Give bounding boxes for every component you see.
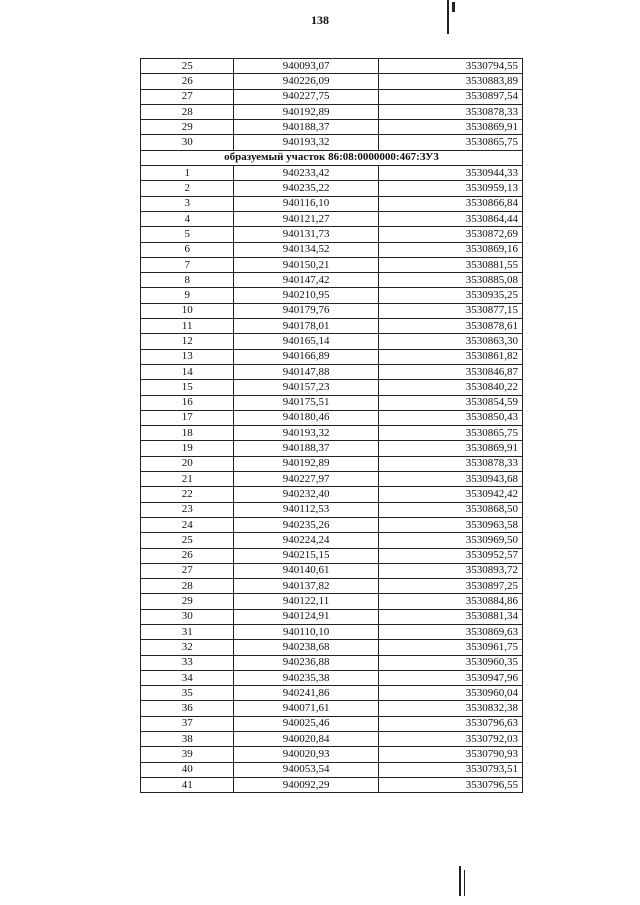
- coordinate-x: 940137,82: [234, 579, 378, 594]
- table-row: [141, 487, 523, 502]
- coordinate-x: 940241,86: [234, 686, 378, 701]
- coordinate-y: 3530884,86: [378, 594, 522, 609]
- coordinates-table-body-current: [141, 166, 523, 793]
- coordinate-x: 940180,46: [234, 410, 378, 425]
- coordinate-x: 940175,51: [234, 395, 378, 410]
- table-row: [141, 686, 523, 701]
- point-number: 1: [141, 166, 234, 181]
- coordinate-y: 3530861,82: [378, 349, 522, 364]
- point-number: 25: [141, 59, 234, 74]
- point-number: 24: [141, 517, 234, 532]
- point-number: 27: [141, 89, 234, 104]
- table-row: [141, 472, 523, 487]
- coordinate-y: 3530878,61: [378, 319, 522, 334]
- coordinate-x: 940235,22: [234, 181, 378, 196]
- point-number: 35: [141, 686, 234, 701]
- table-row: [141, 548, 523, 563]
- point-number: 23: [141, 502, 234, 517]
- table-row: [141, 349, 523, 364]
- coordinate-x: 940215,15: [234, 548, 378, 563]
- table-row: [141, 655, 523, 670]
- coordinate-y: 3530796,63: [378, 716, 522, 731]
- coordinate-x: 940188,37: [234, 120, 378, 135]
- coordinate-x: 940150,21: [234, 257, 378, 272]
- table-row: [141, 609, 523, 624]
- coordinate-x: 940140,61: [234, 563, 378, 578]
- table-row: [141, 533, 523, 548]
- point-number: 15: [141, 380, 234, 395]
- coordinate-x: 940122,11: [234, 594, 378, 609]
- point-number: 26: [141, 74, 234, 89]
- point-number: 40: [141, 762, 234, 777]
- coordinate-y: 3530865,75: [378, 426, 522, 441]
- table-row: [141, 747, 523, 762]
- section-title: образуемый участок 86:08:0000000:467:ЗУ3: [141, 150, 523, 165]
- coordinate-y: 3530963,58: [378, 517, 522, 532]
- coordinates-table: [140, 58, 523, 793]
- point-number: 27: [141, 563, 234, 578]
- point-number: 6: [141, 242, 234, 257]
- coordinate-y: 3530877,15: [378, 303, 522, 318]
- table-row: [141, 594, 523, 609]
- coordinate-y: 3530792,03: [378, 732, 522, 747]
- coordinate-x: 940124,91: [234, 609, 378, 624]
- coordinate-y: 3530959,13: [378, 181, 522, 196]
- coordinate-y: 3530942,42: [378, 487, 522, 502]
- coordinate-x: 940165,14: [234, 334, 378, 349]
- point-number: 19: [141, 441, 234, 456]
- point-number: 17: [141, 410, 234, 425]
- coordinate-x: 940192,89: [234, 456, 378, 471]
- table-row: [141, 456, 523, 471]
- table-row: [141, 59, 523, 74]
- coordinate-x: 940224,24: [234, 533, 378, 548]
- table-row: [141, 242, 523, 257]
- scan-artifact: [459, 866, 461, 896]
- coordinate-y: 3530881,34: [378, 609, 522, 624]
- table-row: [141, 74, 523, 89]
- coordinate-x: 940093,07: [234, 59, 378, 74]
- coordinate-y: 3530897,25: [378, 579, 522, 594]
- table-row: [141, 334, 523, 349]
- coordinate-y: 3530869,91: [378, 441, 522, 456]
- point-number: 21: [141, 472, 234, 487]
- coordinate-x: 940071,61: [234, 701, 378, 716]
- point-number: 7: [141, 257, 234, 272]
- point-number: 10: [141, 303, 234, 318]
- coordinate-x: 940131,73: [234, 227, 378, 242]
- point-number: 5: [141, 227, 234, 242]
- coordinate-x: 940112,53: [234, 502, 378, 517]
- table-row: [141, 640, 523, 655]
- table-row: [141, 288, 523, 303]
- point-number: 25: [141, 533, 234, 548]
- coordinate-y: 3530961,75: [378, 640, 522, 655]
- point-number: 8: [141, 273, 234, 288]
- point-number: 9: [141, 288, 234, 303]
- coordinate-x: 940236,88: [234, 655, 378, 670]
- table-row: [141, 135, 523, 150]
- coordinate-x: 940233,42: [234, 166, 378, 181]
- table-row: [141, 227, 523, 242]
- point-number: 14: [141, 364, 234, 379]
- page-number: 138: [311, 13, 329, 27]
- table-row: [141, 502, 523, 517]
- coordinate-y: 3530863,30: [378, 334, 522, 349]
- table-row: [141, 410, 523, 425]
- coordinate-y: 3530790,93: [378, 747, 522, 762]
- coordinate-y: 3530864,44: [378, 211, 522, 226]
- table-row: [141, 426, 523, 441]
- coordinate-y: 3530878,33: [378, 104, 522, 119]
- table-row: [141, 732, 523, 747]
- table-row: [141, 563, 523, 578]
- point-number: 20: [141, 456, 234, 471]
- table-row: [141, 211, 523, 226]
- point-number: 33: [141, 655, 234, 670]
- table-row: [141, 716, 523, 731]
- coordinate-x: 940092,29: [234, 777, 378, 792]
- point-number: 2: [141, 181, 234, 196]
- coordinate-y: 3530881,55: [378, 257, 522, 272]
- coordinate-x: 940235,38: [234, 670, 378, 685]
- coordinate-x: 940134,52: [234, 242, 378, 257]
- point-number: 11: [141, 319, 234, 334]
- section-header-row: [141, 150, 523, 165]
- coordinate-y: 3530878,33: [378, 456, 522, 471]
- coordinate-y: 3530850,43: [378, 410, 522, 425]
- coordinate-y: 3530846,87: [378, 364, 522, 379]
- coordinate-x: 940178,01: [234, 319, 378, 334]
- coordinate-y: 3530885,08: [378, 273, 522, 288]
- coordinate-x: 940053,54: [234, 762, 378, 777]
- coordinate-y: 3530960,35: [378, 655, 522, 670]
- table-row: [141, 670, 523, 685]
- point-number: 28: [141, 104, 234, 119]
- point-number: 3: [141, 196, 234, 211]
- coordinate-x: 940147,88: [234, 364, 378, 379]
- coordinate-y: 3530960,04: [378, 686, 522, 701]
- coordinate-y: 3530869,16: [378, 242, 522, 257]
- point-number: 4: [141, 211, 234, 226]
- coordinate-y: 3530893,72: [378, 563, 522, 578]
- table-row: [141, 166, 523, 181]
- coordinate-x: 940121,27: [234, 211, 378, 226]
- table-row: [141, 395, 523, 410]
- coordinate-y: 3530840,22: [378, 380, 522, 395]
- table-row: [141, 196, 523, 211]
- coordinate-x: 940227,97: [234, 472, 378, 487]
- coordinate-y: 3530944,33: [378, 166, 522, 181]
- table-row: [141, 257, 523, 272]
- coordinate-y: 3530897,54: [378, 89, 522, 104]
- table-row: [141, 364, 523, 379]
- table-row: [141, 181, 523, 196]
- point-number: 38: [141, 732, 234, 747]
- coordinate-y: 3530868,50: [378, 502, 522, 517]
- table-row: [141, 319, 523, 334]
- point-number: 16: [141, 395, 234, 410]
- point-number: 29: [141, 594, 234, 609]
- table-row: [141, 273, 523, 288]
- coordinates-table-section: [141, 150, 523, 165]
- coordinate-y: 3530794,55: [378, 59, 522, 74]
- point-number: 12: [141, 334, 234, 349]
- table-row: [141, 701, 523, 716]
- coordinate-x: 940110,10: [234, 624, 378, 639]
- coordinate-x: 940210,95: [234, 288, 378, 303]
- coordinate-y: 3530943,68: [378, 472, 522, 487]
- coordinate-x: 940020,84: [234, 732, 378, 747]
- coordinate-x: 940020,93: [234, 747, 378, 762]
- coordinate-x: 940193,32: [234, 426, 378, 441]
- scan-artifact: [452, 2, 455, 12]
- point-number: 34: [141, 670, 234, 685]
- coordinate-y: 3530796,55: [378, 777, 522, 792]
- coordinate-y: 3530952,57: [378, 548, 522, 563]
- coordinate-y: 3530832,38: [378, 701, 522, 716]
- point-number: 22: [141, 487, 234, 502]
- table-row: [141, 303, 523, 318]
- point-number: 41: [141, 777, 234, 792]
- point-number: 26: [141, 548, 234, 563]
- point-number: 28: [141, 579, 234, 594]
- coordinate-x: 940238,68: [234, 640, 378, 655]
- coordinate-x: 940226,09: [234, 74, 378, 89]
- coordinate-x: 940232,40: [234, 487, 378, 502]
- coordinate-y: 3530883,89: [378, 74, 522, 89]
- coordinate-x: 940157,23: [234, 380, 378, 395]
- coordinate-x: 940188,37: [234, 441, 378, 456]
- coordinate-y: 3530865,75: [378, 135, 522, 150]
- coordinate-x: 940227,75: [234, 89, 378, 104]
- coordinate-y: 3530869,91: [378, 120, 522, 135]
- point-number: 32: [141, 640, 234, 655]
- table-row: [141, 579, 523, 594]
- scan-artifact: [464, 870, 465, 896]
- table-row: [141, 777, 523, 792]
- table-row: [141, 762, 523, 777]
- table-row: [141, 517, 523, 532]
- coordinate-y: 3530869,63: [378, 624, 522, 639]
- coordinate-y: 3530935,25: [378, 288, 522, 303]
- scan-artifact: [447, 0, 449, 34]
- table-row: [141, 104, 523, 119]
- table-row: [141, 89, 523, 104]
- table-row: [141, 380, 523, 395]
- point-number: 39: [141, 747, 234, 762]
- coordinate-x: 940166,89: [234, 349, 378, 364]
- coordinate-y: 3530872,69: [378, 227, 522, 242]
- coordinate-y: 3530854,59: [378, 395, 522, 410]
- coordinate-y: 3530866,84: [378, 196, 522, 211]
- coordinate-x: 940025,46: [234, 716, 378, 731]
- coordinate-x: 940116,10: [234, 196, 378, 211]
- coordinate-x: 940235,26: [234, 517, 378, 532]
- coordinate-x: 940192,89: [234, 104, 378, 119]
- coordinate-x: 940179,76: [234, 303, 378, 318]
- point-number: 13: [141, 349, 234, 364]
- coordinate-y: 3530793,51: [378, 762, 522, 777]
- table-row: [141, 441, 523, 456]
- coordinates-table-body-previous: [141, 59, 523, 151]
- coordinate-x: 940193,32: [234, 135, 378, 150]
- coordinate-x: 940147,42: [234, 273, 378, 288]
- point-number: 30: [141, 609, 234, 624]
- coordinate-y: 3530969,50: [378, 533, 522, 548]
- point-number: 37: [141, 716, 234, 731]
- table-row: [141, 624, 523, 639]
- point-number: 18: [141, 426, 234, 441]
- point-number: 29: [141, 120, 234, 135]
- point-number: 36: [141, 701, 234, 716]
- point-number: 30: [141, 135, 234, 150]
- table-row: [141, 120, 523, 135]
- coordinate-y: 3530947,96: [378, 670, 522, 685]
- point-number: 31: [141, 624, 234, 639]
